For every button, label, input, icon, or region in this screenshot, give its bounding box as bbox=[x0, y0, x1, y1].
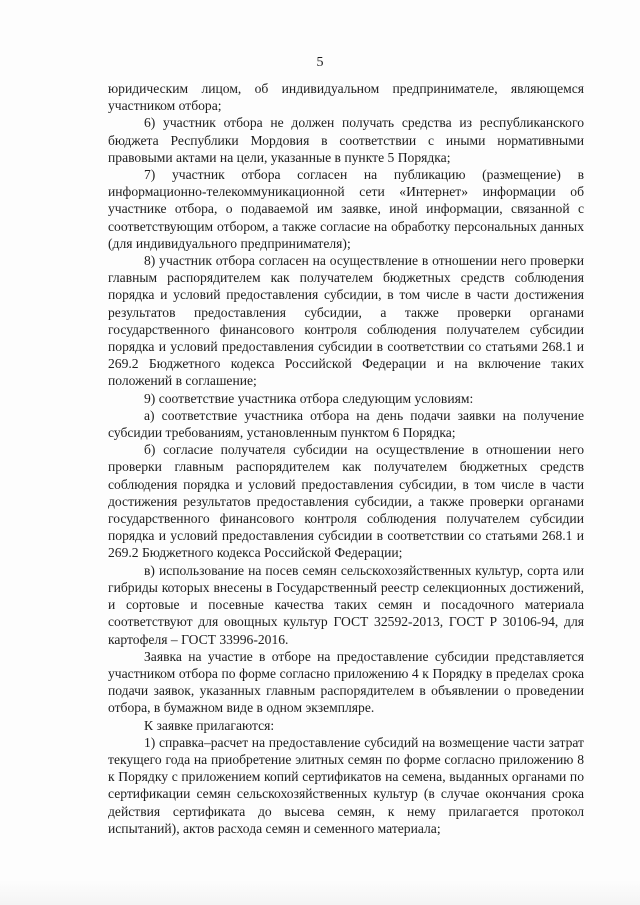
scan-bottom-edge bbox=[0, 880, 640, 905]
paragraph: б) согласие получателя субсидии на осуществление в отношении него проверки главным распорядителем как получателем бюджетных средств соблюдения порядка и условий предоставления субсидии, в том числе в части достижения результатов предоставления субсидии, а также проверки органами государственного финансового контроля соблюдения получателем субсидии порядка и условий предоставления субсидии в соответствии со статьями 268.1 и 269.2 Бюджетного кодекса Российской Федерации; bbox=[108, 442, 584, 561]
paragraph: 6) участник отбора не должен получать средства из республиканского бюджета Республики Мордовия в соответствии с иными нормативными правовыми актами на цели, указанные в пункте 5 Порядка; bbox=[108, 115, 584, 165]
document-body bbox=[108, 80, 584, 837]
paragraph: 9) соответствие участника отбора следующим условиям: bbox=[144, 390, 474, 406]
paragraph: а) соответствие участника отбора на день подачи заявки на получение субсидии требованиям, установленным пунктом 6 Порядка; bbox=[108, 407, 584, 441]
paragraph: Заявка на участие в отборе на предоставление субсидии представляется участником отбора по форме согласно приложению 4 к Порядку в пределах срока подачи заявок, указанных главным распорядителем в объявлении о проведении отбора, в бумажном виде в одном экземпляре. bbox=[108, 648, 584, 716]
paragraph: 1) справка–расчет на предоставление субсидий на возмещение части затрат текущего года на приобретение элитных семян по форме согласно приложению 8 к Порядку с приложением копий сертификатов на семена, выданных органами по сертификации семян сельскохозяйственных культур (в случае окончания срока действия сертификата до высева семян, к нему прилагается протокол испытаний), актов расхода семян и семенного материала; bbox=[108, 734, 584, 836]
paragraph: 8) участник отбора согласен на осуществление в отношении него проверки главным распорядителем как получателем бюджетных средств соблюдения порядка и условий предоставления субсидии, в том числе в части достижения результатов предоставления субсидии, а также проверки органами государственного финансового контроля соблюдения получателем субсидии порядка и условий предоставления субсидии в соответствии со статьями 268.1 и 269.2 Бюджетного кодекса Российской Федерации и на включение таких положений в соглашение; bbox=[108, 253, 584, 389]
paragraph: 7) участник отбора согласен на публикацию (размещение) в информационно-телекоммуникационной сети «Интернет» информации об участнике отбора, о подаваемой им заявке, иной информации, связанной с соответствующим отбором, а также согласие на обработку персональных данных (для индивидуального предпринимателя); bbox=[108, 167, 584, 251]
paragraph: юридическим лицом, об индивидуальном предпринимателе, являющемся участником отбора; bbox=[108, 81, 584, 114]
page-number: 5 bbox=[316, 55, 324, 70]
paragraph: К заявке прилагаются: bbox=[144, 717, 275, 733]
paragraph: в) использование на посев семян сельскохозяйственных культур, сорта или гибриды которых внесены в Государственный реестр селекционных достижений, и сортовые и посевные качества таких семян и посадочного материала соответствуют для овощных культур ГОСТ 32592-2013, ГОСТ Р 30106-94, для картофеля – ГОСТ 33996-2016. bbox=[108, 562, 584, 647]
